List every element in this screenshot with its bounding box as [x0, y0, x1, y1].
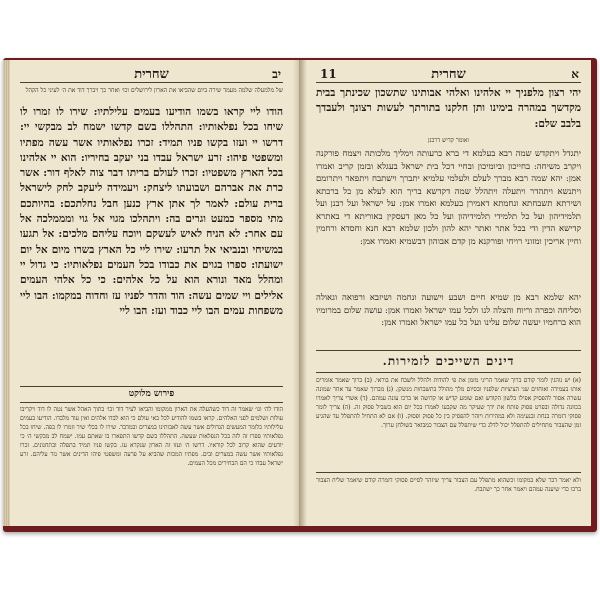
commentary-text: הודו לה׳ וגו׳ שאמר זה דוד כשהעלה את הארון ממקומו והביאו לעיר דוד וכו׳ בתוך האהל אשר נטה לו דוד ויקריבו עולות ושלמים לפני האלהים. קראו בשמו להודיע לכל באי עולם כי הוא לבדו אלהים ואין עוד מלבדו. הודיעו בעמים עלילותיו כלומר המעשים הגדולים אשר עשה לאבותינו במצרים ובמדבר. שירו לו בכלי שיר וזמרו לו בפה. שיחו בכל נפלאותיו ספרו זה לזה בכל הנפלאות שעשה. התהללו בשם קדשו התפארו בו שאתם עמו. ישמח לב מבקשי ה׳ כי יודעים שהוא קרוב לכל קוראיו. דרשו ה׳ ועזו זה הארון שנקרא עז. בקשו פניו תמיד בתפלה ובתחנונים. זכרו נפלאותיו אשר עשה במצרים ובים. מפתיו המכות שהביא על פרעה ומשפטי פיהו הדינים אשר גזר עליהם. זרע ישראל עבדו כי הם הבחירים מכל העמים.	[20, 406, 283, 467]
running-title: שחרית	[431, 67, 466, 82]
kaddish-text: יתגדל ויתקדש שמה רבא בעלמא די ברא כרעותה וימליך מלכותה ויצמח פורקנה ויקרב משיחה: בחייכון וביומיכון ובחיי דכל בית ישראל בעגלא ובזמן קריב ואמרו אמן: יהא שמה רבא מברך לעלם ולעלמי עלמיא יתברך וישתבח ויתפאר ויתרומם ויתנשא ויתהדר ויתעלה ויתהלל שמה דקדשא בריך הוא לעלא מן כל ברכתא ושירתא תשבחתא ונחמתא דאמירן בעלמא ואמרו אמן: על ישראל ועל רבנן ועל תלמידיהון ועל כל תלמידי תלמידיהון ועל כל מאן דעסקין באוריתא די באתרא קדישא הדין ודי בכל אתר ואתר יהא להון ולכון שלמא רבא חנא וחסדא ורחמין וחיין אריכין ומזוני רויחי ופורקנא מן קדם אבוהון דבשמיא ואמרו אמן:	[316, 149, 581, 247]
top-note: של מלמעלה שלמה מעמד שירה ביום שהביאו את הארון לירושלים וכו׳ ואחר כך ויברך דוד את ה׳ לעיני כל הקהל	[25, 87, 283, 94]
running-header-right	[316, 66, 581, 83]
divider	[20, 386, 283, 387]
page-edges	[3, 60, 10, 526]
page-number-hebrew: יב	[272, 67, 281, 81]
commentary-title: פירוש מלוקט	[128, 389, 175, 399]
bottom-note: ולא יאמר דבר שלא במקומו וכשהוא מתפלל עם הצבור צריך שיזהר לסיים פסוקי דזמרה קודם שיאמר שליח הצבור ברכו כדי שיענה עמהם ויאמר אחר כך ישתבח.	[316, 477, 581, 493]
page-number-arabic: 11	[320, 67, 337, 81]
main-psalm-text: הודו ליי קראו בשמו הודיעו בעמים עלילתיו: שירו לו זמרו לו שיחו בכל נפלאותיו: התהללו בשם קדשו ישמח לב מבקשי יי: דרשו יי ועזו בקשו פניו תמיד: זכרו נפלאותיו אשר עשה מפתיו ומשפטי פיהו: זרע ישראל עבדו בני יעקב בחיריו: הוא יי אלהינו בכל הארץ משפטיו: זכרו לעולם בריתו דבר צוה לאלף דור: אשר כרת את אברהם ושבועתו ליצחק: ויעמידה ליעקב לחק לישראל ברית עולם: לאמר לך אתן ארץ כנען חבל נחלתכם: בהיותכם מתי מספר כמעט וגרים בה: ויתהלכו מגוי אל גוי ומממלכה אל עם אחר: לא הניח לאיש לעשקם ויוכח עליהם מלכים: אל תגעו במשיחי ובנביאי אל תרעו: שירו ליי כל הארץ בשרו מיום אל יום ישועתו: ספרו בגוים את כבודו בכל העמים נפלאותיו: כי גדול יי ומהלל מאד ונורא הוא על כל אלהים: כי כל אלהי העמים אלילים ויי שמים עשה: הוד והדר לפניו עז וחדוה במקמו: הבו ליי משפחות עמים הבו ליי כבוד ועז: הבו ליי	[20, 106, 283, 317]
running-title: שחרית	[134, 67, 169, 82]
laws-text: (א) יש נוהגין לומר קודם ברוך שאמר הריני מזמן את פי להודות ולהלל ולשבח את בוראי. (ב) ברוך שאמר אומרים אותו בעמידה ואוחזים שני הציציות שלפניו ובסיום מלך מהולל בתשבחות מנשקן. (ג) מברוך שאמר עד אחר שמונה עשרה אסור להפסיק אפילו בלשון הקודש ואם שומע קדיש או קדושה או ברכו עונה עמהם. (ד) אשרי צריך לאמרו בכוונה גדולה ובפרט פסוק פותח את ידך שעיקר מה שקבעו לאמרו בכל יום הוא בשביל פסוק זה. (ה) צריך לומר פסוקי דזמרה בנחת ובנעימה ולא במהירות ויזהר להפסיק בין כל פסוק ופסוק. (ו) אם לא התחיל להתפלל עד שהגיע זמן שהצבור מתחילים להתפלל יכול לדלג כדי שיתפלל עם הצבור כמבואר בשולחן ערוך.	[316, 377, 581, 429]
right-page	[305, 60, 591, 526]
closing-text: יהא שלמא רבא מן שמיא חיים ושבע וישועה ונחמה ושיזבא ורפואה וגאולה וסליחה וכפרה וריוח והצלה לנו ולכל עמו ישראל ואמרו אמן: עושה שלום במרומיו הוא ברחמיו יעשה שלום עלינו ועל כל עמו ישראל ואמרו אמן:	[316, 293, 581, 328]
page-number-hebrew: א	[571, 67, 579, 81]
left-page	[10, 60, 294, 526]
section-title: דינים השייכים לזמירות.	[382, 354, 515, 368]
running-header-left	[20, 66, 283, 83]
divider	[316, 350, 581, 351]
divider	[316, 372, 581, 373]
divider	[20, 402, 283, 403]
yehi-ratzon-text: יהי רצון מלפניך יי אלהינו ואלהי אבותינו שתשכון שכינתך בבית מקדשך במהרה בימינו ותן חלקנו בתורתך לעשות רצונך ולעבדך בלבב שלם:	[316, 87, 581, 130]
kaddish-label: ואומר קדיש דרבנן	[427, 137, 470, 144]
gutter	[299, 60, 307, 526]
divider	[316, 472, 581, 473]
